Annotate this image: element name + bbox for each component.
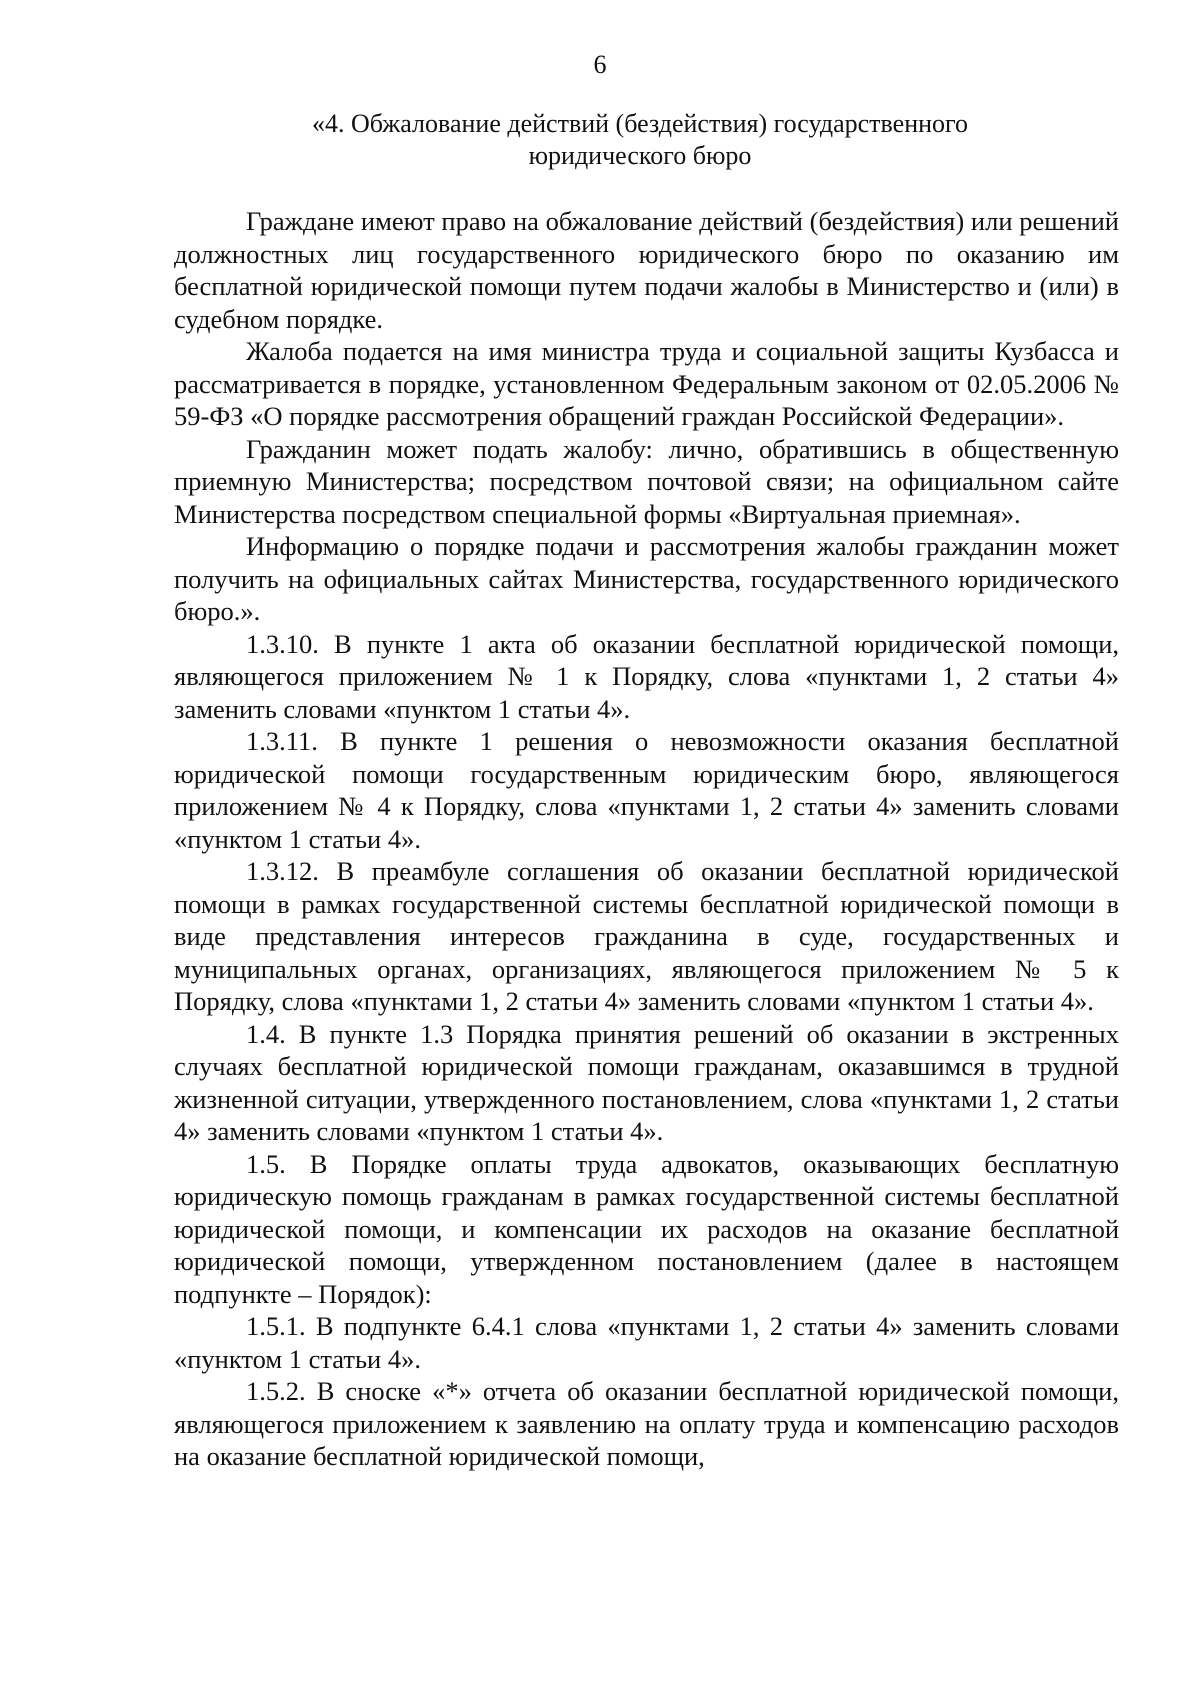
paragraph: 1.5.1. В подпункте 6.4.1 слова «пунктами 1, 2 статьи 4» заменить словами «пунктом 1 статьи 4». (174, 1311, 1119, 1374)
section-heading-line-2: юридического бюро (528, 141, 752, 170)
paragraph: 1.3.12. В преамбуле соглашения об оказании бесплатной юридической помощи в рамках государственной системы бесплатной юридической помощи в виде представления интересов гражданина в суде, государственных и муниципальных органах, организациях, являющегося приложением № 5 к Порядку, слова «пунктами 1, 2 статьи 4» заменить словами «пунктом 1 статьи 4». (174, 856, 1119, 1016)
document-body (174, 205, 1119, 1473)
section-heading (170, 108, 1110, 172)
paragraph: 1.4. В пункте 1.3 Порядка принятия решений об оказании в экстренных случаях бесплатной юридической помощи гражданам, оказавшимся в трудной жизненной ситуации, утвержденного постановлением, слова «пунктами 1, 2 статьи 4» заменить словами «пунктом 1 статьи 4». (174, 1018, 1119, 1146)
paragraph: 1.5. В Порядке оплаты труда адвокатов, оказывающих бесплатную юридическую помощь гражданам в рамках государственной системы бесплатной юридической помощи, и компенсации их расходов на оказание бесплатной юридической помощи, утвержденном постановлением (далее в настоящем подпункте – Порядок): (174, 1148, 1119, 1309)
paragraph: Жалоба подается на имя министра труда и социальной защиты Кузбасса и рассматривается в порядке, установленном Федеральным законом от 02.05.2006 № 59-ФЗ «О порядке рассмотрения обращений граждан Российской Федерации». (174, 336, 1119, 431)
paragraph: Граждане имеют право на обжалование действий (бездействия) или решений должностных лиц государственного юридического бюро по оказанию им бесплатной юридической помощи путем подачи жалобы в Министерство и (или) в судебном порядке. (174, 206, 1119, 334)
paragraph: 1.3.11. В пункте 1 решения о невозможности оказания бесплатной юридической помощи государственным юридическим бюро, являющегося приложением № 4 к Порядку, слова «пунктами 1, 2 статьи 4» заменить словами «пунктом 1 статьи 4». (174, 726, 1119, 854)
section-heading-line-1: «4. Обжалование действий (бездействия) государственного (311, 109, 969, 138)
paragraph: 1.3.10. В пункте 1 акта об оказании бесплатной юридической помощи, являющегося приложением № 1 к Порядку, слова «пунктами 1, 2 статьи 4» заменить словами «пунктом 1 статьи 4». (174, 628, 1119, 724)
paragraph: Гражданин может подать жалобу: лично, обратившись в общественную приемную Министерства; посредством почтовой связи; на официальном сайте Министерства посредством специальной формы «Виртуальная приемная». (174, 433, 1119, 529)
paragraph: Информацию о порядке подачи и рассмотрения жалобы гражданин может получить на официальных сайтах Министерства, государственного юридического бюро.». (174, 531, 1119, 626)
page-number: 6 (593, 50, 607, 79)
paragraph: 1.5.2. В сноске «*» отчета об оказании бесплатной юридической помощи, являющегося приложением к заявлению на оплату труда и компенсацию расходов на оказание бесплатной юридической помощи, (174, 1376, 1119, 1471)
